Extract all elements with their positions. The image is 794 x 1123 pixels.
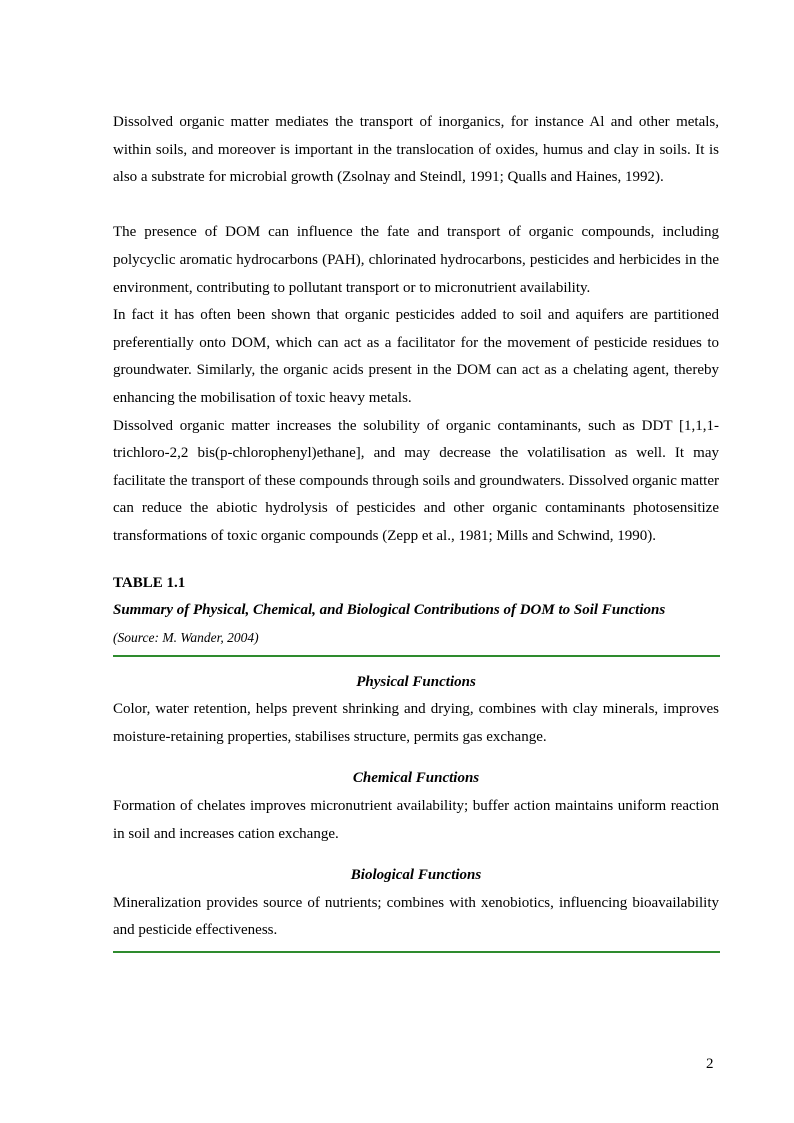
section-title-chemical: Chemical Functions bbox=[352, 770, 480, 787]
table-title: Summary of Physical, Chemical, and Biological Contributions of DOM to Soil Functions bbox=[113, 602, 666, 619]
paragraph-pesticides-partitioning: In fact it has often been shown that organic pesticides added to soil and aquifers are partitioned preferentially onto DOM, which can act as a facilitator for the movement of pesticide residues to groundwater. Similarly, the organic acids present in the DOM can act as a chelating agent, thereby enhancing the mobilisation of toxic heavy metals. bbox=[113, 307, 719, 406]
paragraph-dom-organic-compounds: The presence of DOM can influence the fate and transport of organic compounds, including polycyclic aromatic hydrocarbons (PAH), chlorinated hydrocarbons, pesticides and herbicides in the environment, contributing to pollutant transport or to micronutrient availability. bbox=[113, 224, 719, 296]
section-text-chemical: Formation of chelates improves micronutrient availability; buffer action maintains uniform reaction in soil and increases cation exchange. bbox=[113, 798, 719, 842]
document-body bbox=[113, 109, 719, 953]
paragraph-spacer bbox=[113, 192, 719, 220]
table-1-1 bbox=[113, 570, 719, 954]
paragraph-dom-inorganics: Dissolved organic matter mediates the transport of inorganics, for instance Al and other metals, within soils, and moreover is important in the translocation of oxides, humus and clay in soils. It is also a substrate for microbial growth (Zsolnay and Steindl, 1991; Qualls and Haines, 1992). bbox=[113, 114, 719, 186]
section-text-physical: Color, water retention, helps prevent shrinking and drying, combines with clay minerals, improves moisture-retaining properties, stabilises structure, permits gas exchange. bbox=[113, 701, 719, 745]
paragraph-solubility: Dissolved organic matter increases the solubility of organic contaminants, such as DDT [1,1,1-trichloro-2,2 bis(p-chlorophenyl)ethane], and may decrease the volatilisation as well. It may facilitate the transport of these compounds through soils and groundwaters. Dissolved organic matter can reduce the abiotic hydrolysis of pesticides and other organic contaminants photosensitize transformations of toxic organic compounds (Zepp et al., 1981; Mills and Schwind, 1990). bbox=[113, 417, 719, 544]
section-text-biological: Mineralization provides source of nutrients; combines with xenobiotics, influencing bioavailability and pesticide effectiveness. bbox=[113, 894, 719, 939]
table-spacer bbox=[113, 551, 719, 570]
section-title-biological: Biological Functions bbox=[350, 867, 482, 884]
section-title-physical: Physical Functions bbox=[356, 673, 476, 690]
table-bottom-rule bbox=[113, 951, 720, 953]
table-source: (Source: M. Wander, 2004) bbox=[113, 629, 259, 645]
page-number: 2 bbox=[706, 1056, 714, 1072]
table-label: TABLE 1.1 bbox=[113, 574, 186, 591]
